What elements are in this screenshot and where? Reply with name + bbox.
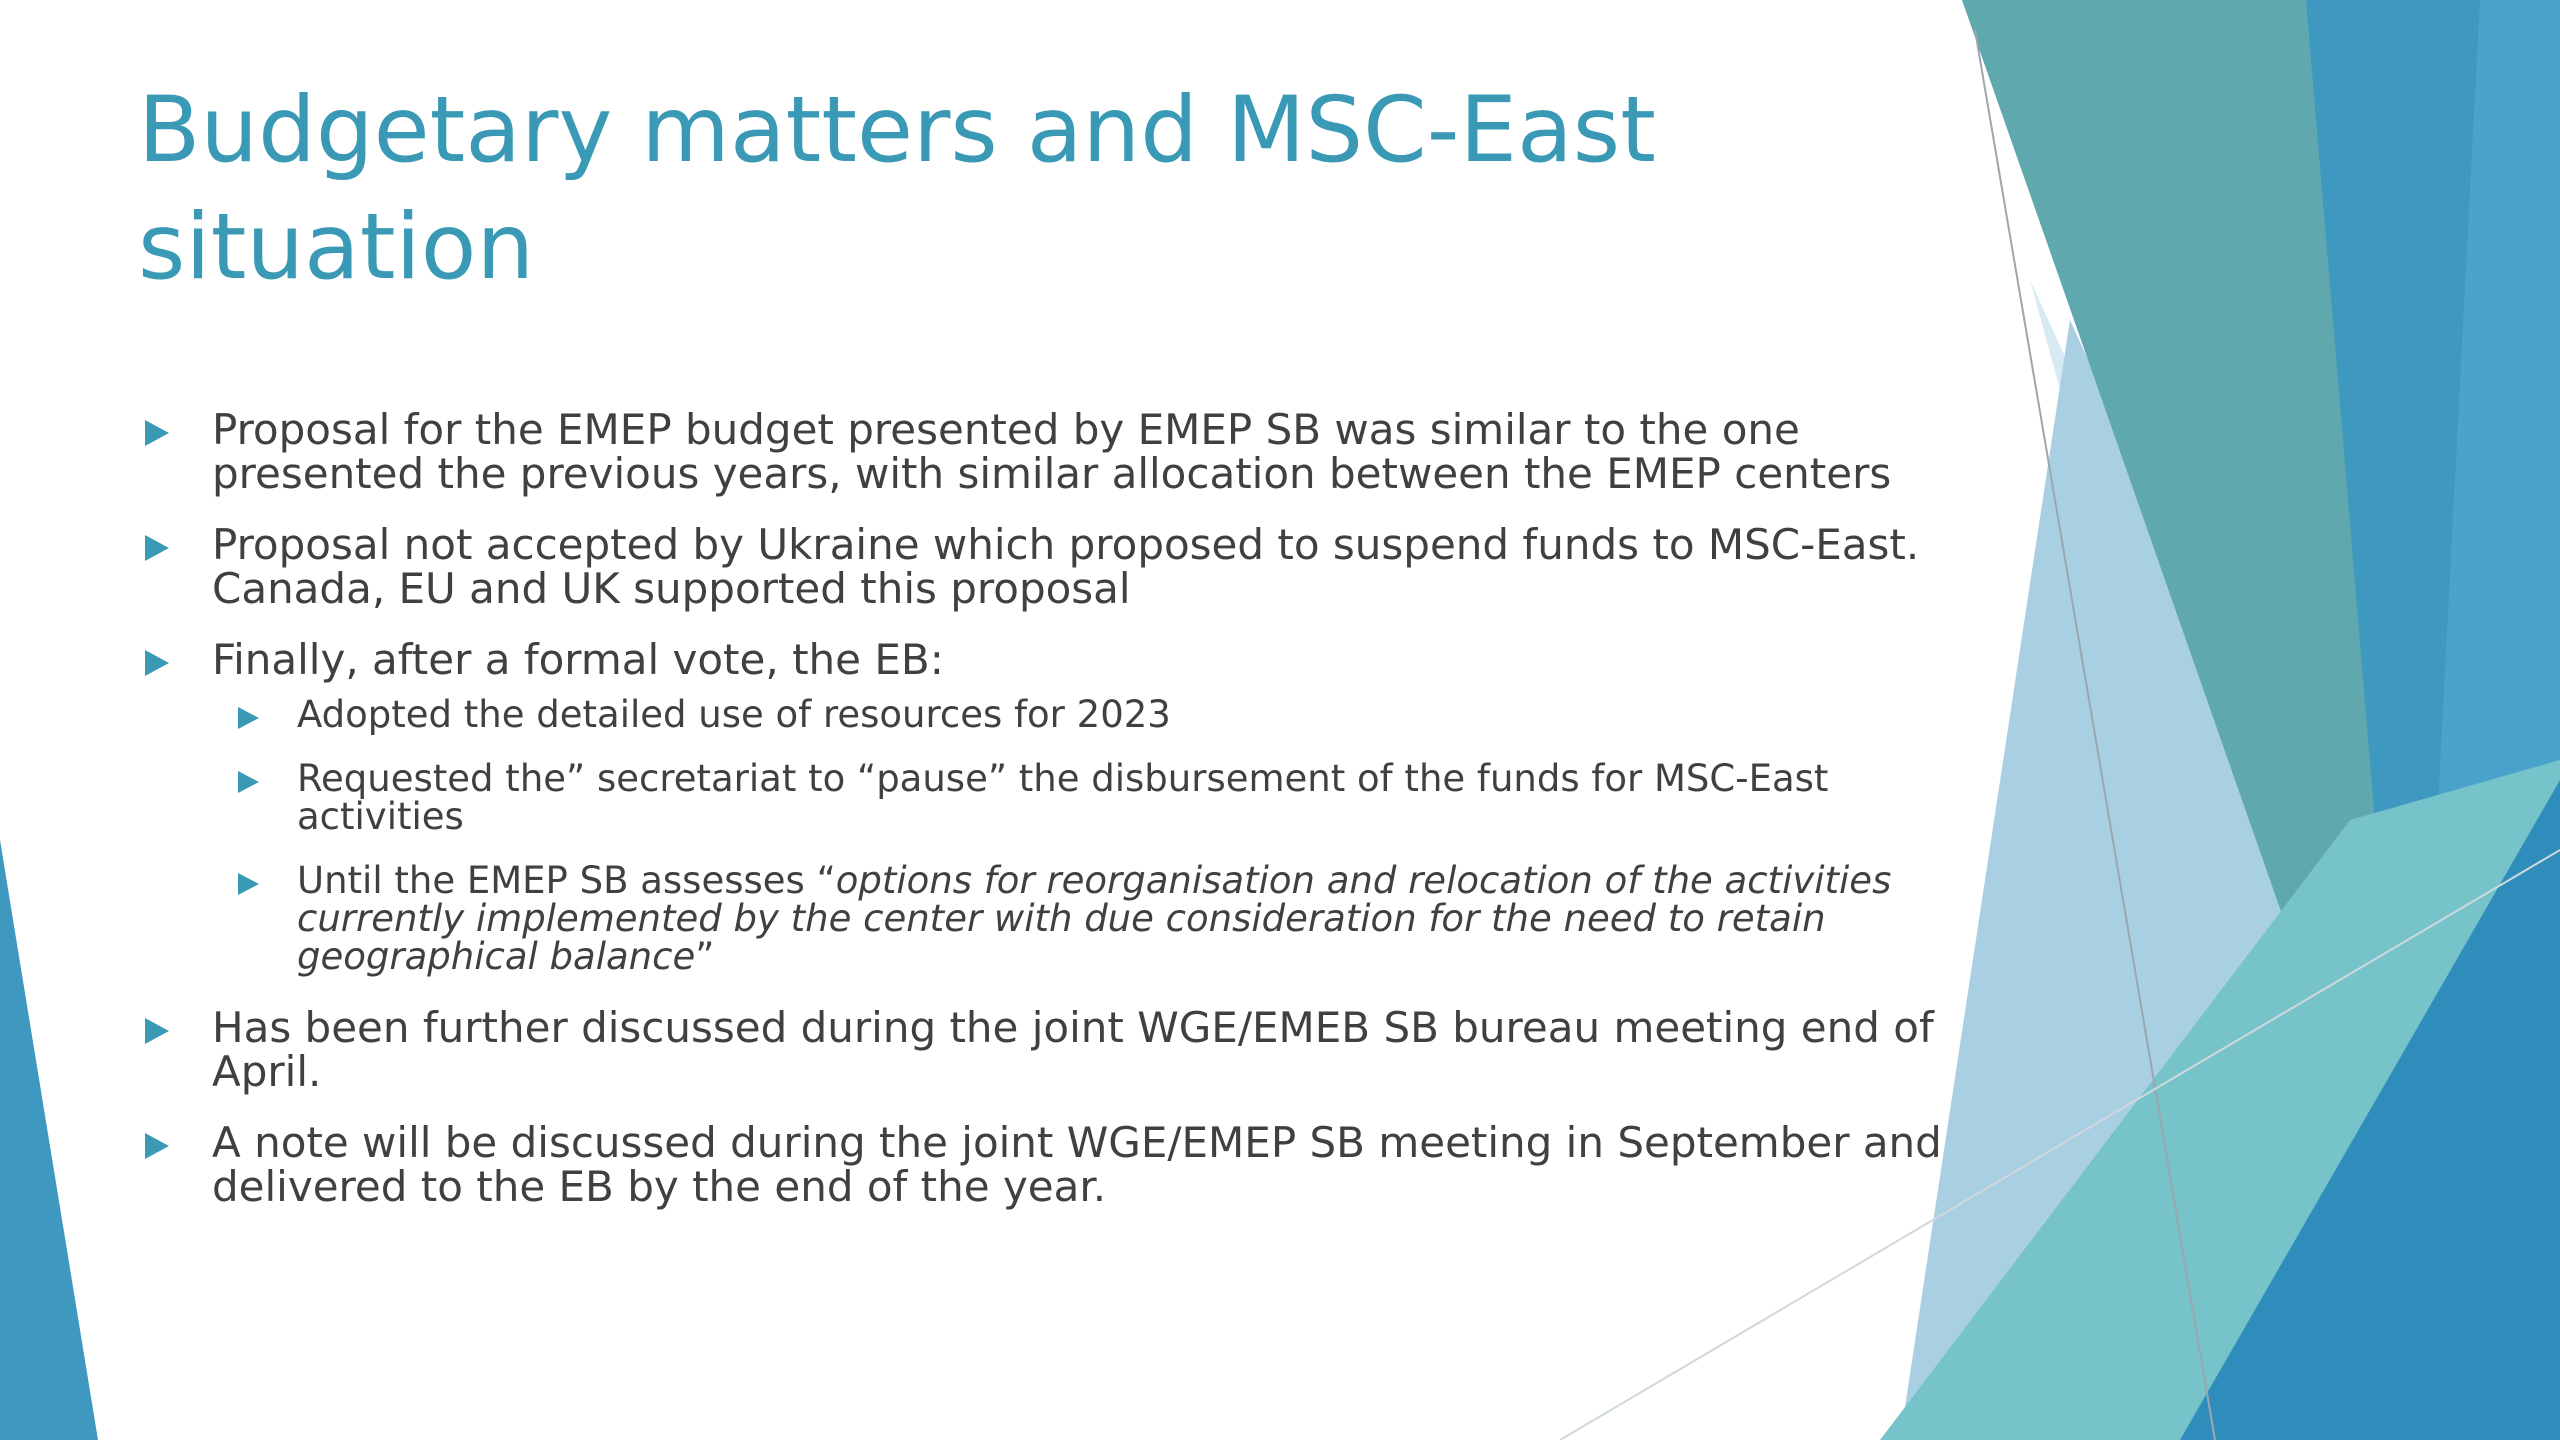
triangle-right-icon <box>238 771 259 793</box>
sub-list-item <box>140 859 1970 978</box>
list-item <box>140 1118 1970 1211</box>
list-item <box>140 635 1970 684</box>
list-item <box>140 520 1970 613</box>
list-item <box>140 1003 1970 1096</box>
sub-list-item-text: Requested the” secretariat to “pause” the disbursement of the funds for MSC-East activities <box>297 757 1829 838</box>
triangle-right-icon <box>238 873 259 895</box>
text-italic-quote: options for reorganisation and relocation of the activities currently implemented by the center with due consideration for the need to retain geographical balance <box>297 859 1892 978</box>
slide-title: Budgetary matters and MSC-East situation <box>138 78 1656 300</box>
sub-list-item <box>140 693 1970 736</box>
text-plain: Until the EMEP SB assesses “ <box>297 859 836 902</box>
sub-list-item <box>140 757 1970 838</box>
list-item-text: Finally, after a formal vote, the EB: <box>212 635 944 684</box>
triangle-right-icon <box>145 420 169 446</box>
sub-list <box>140 693 1970 978</box>
triangle-right-icon <box>145 1018 169 1044</box>
list-item-text: Has been further discussed during the joint WGE/EMEB SB bureau meeting end of April. <box>212 1003 1934 1096</box>
sub-list-item-text <box>297 859 1970 978</box>
triangle-right-icon <box>145 650 169 676</box>
triangle-right-icon <box>145 535 169 561</box>
text-end: ” <box>695 935 715 978</box>
bullet-list <box>140 405 1970 1236</box>
list-item-text: Proposal not accepted by Ukraine which proposed to suspend funds to MSC-East. Canada, EU and UK supported this proposal <box>212 520 1920 613</box>
list-item <box>140 405 1970 498</box>
list-item-text: Proposal for the EMEP budget presented by EMEP SB was similar to the one presented the previous years, with similar allocation between the EMEP centers <box>212 405 1892 498</box>
list-item-text: A note will be discussed during the joint WGE/EMEP SB meeting in September and delivered to the EB by the end of the year. <box>212 1118 1942 1211</box>
triangle-right-icon <box>145 1133 169 1159</box>
left-edge-shape <box>0 840 98 1440</box>
triangle-right-icon <box>238 707 259 729</box>
sub-list-item-text: Adopted the detailed use of resources for 2023 <box>297 693 1171 736</box>
